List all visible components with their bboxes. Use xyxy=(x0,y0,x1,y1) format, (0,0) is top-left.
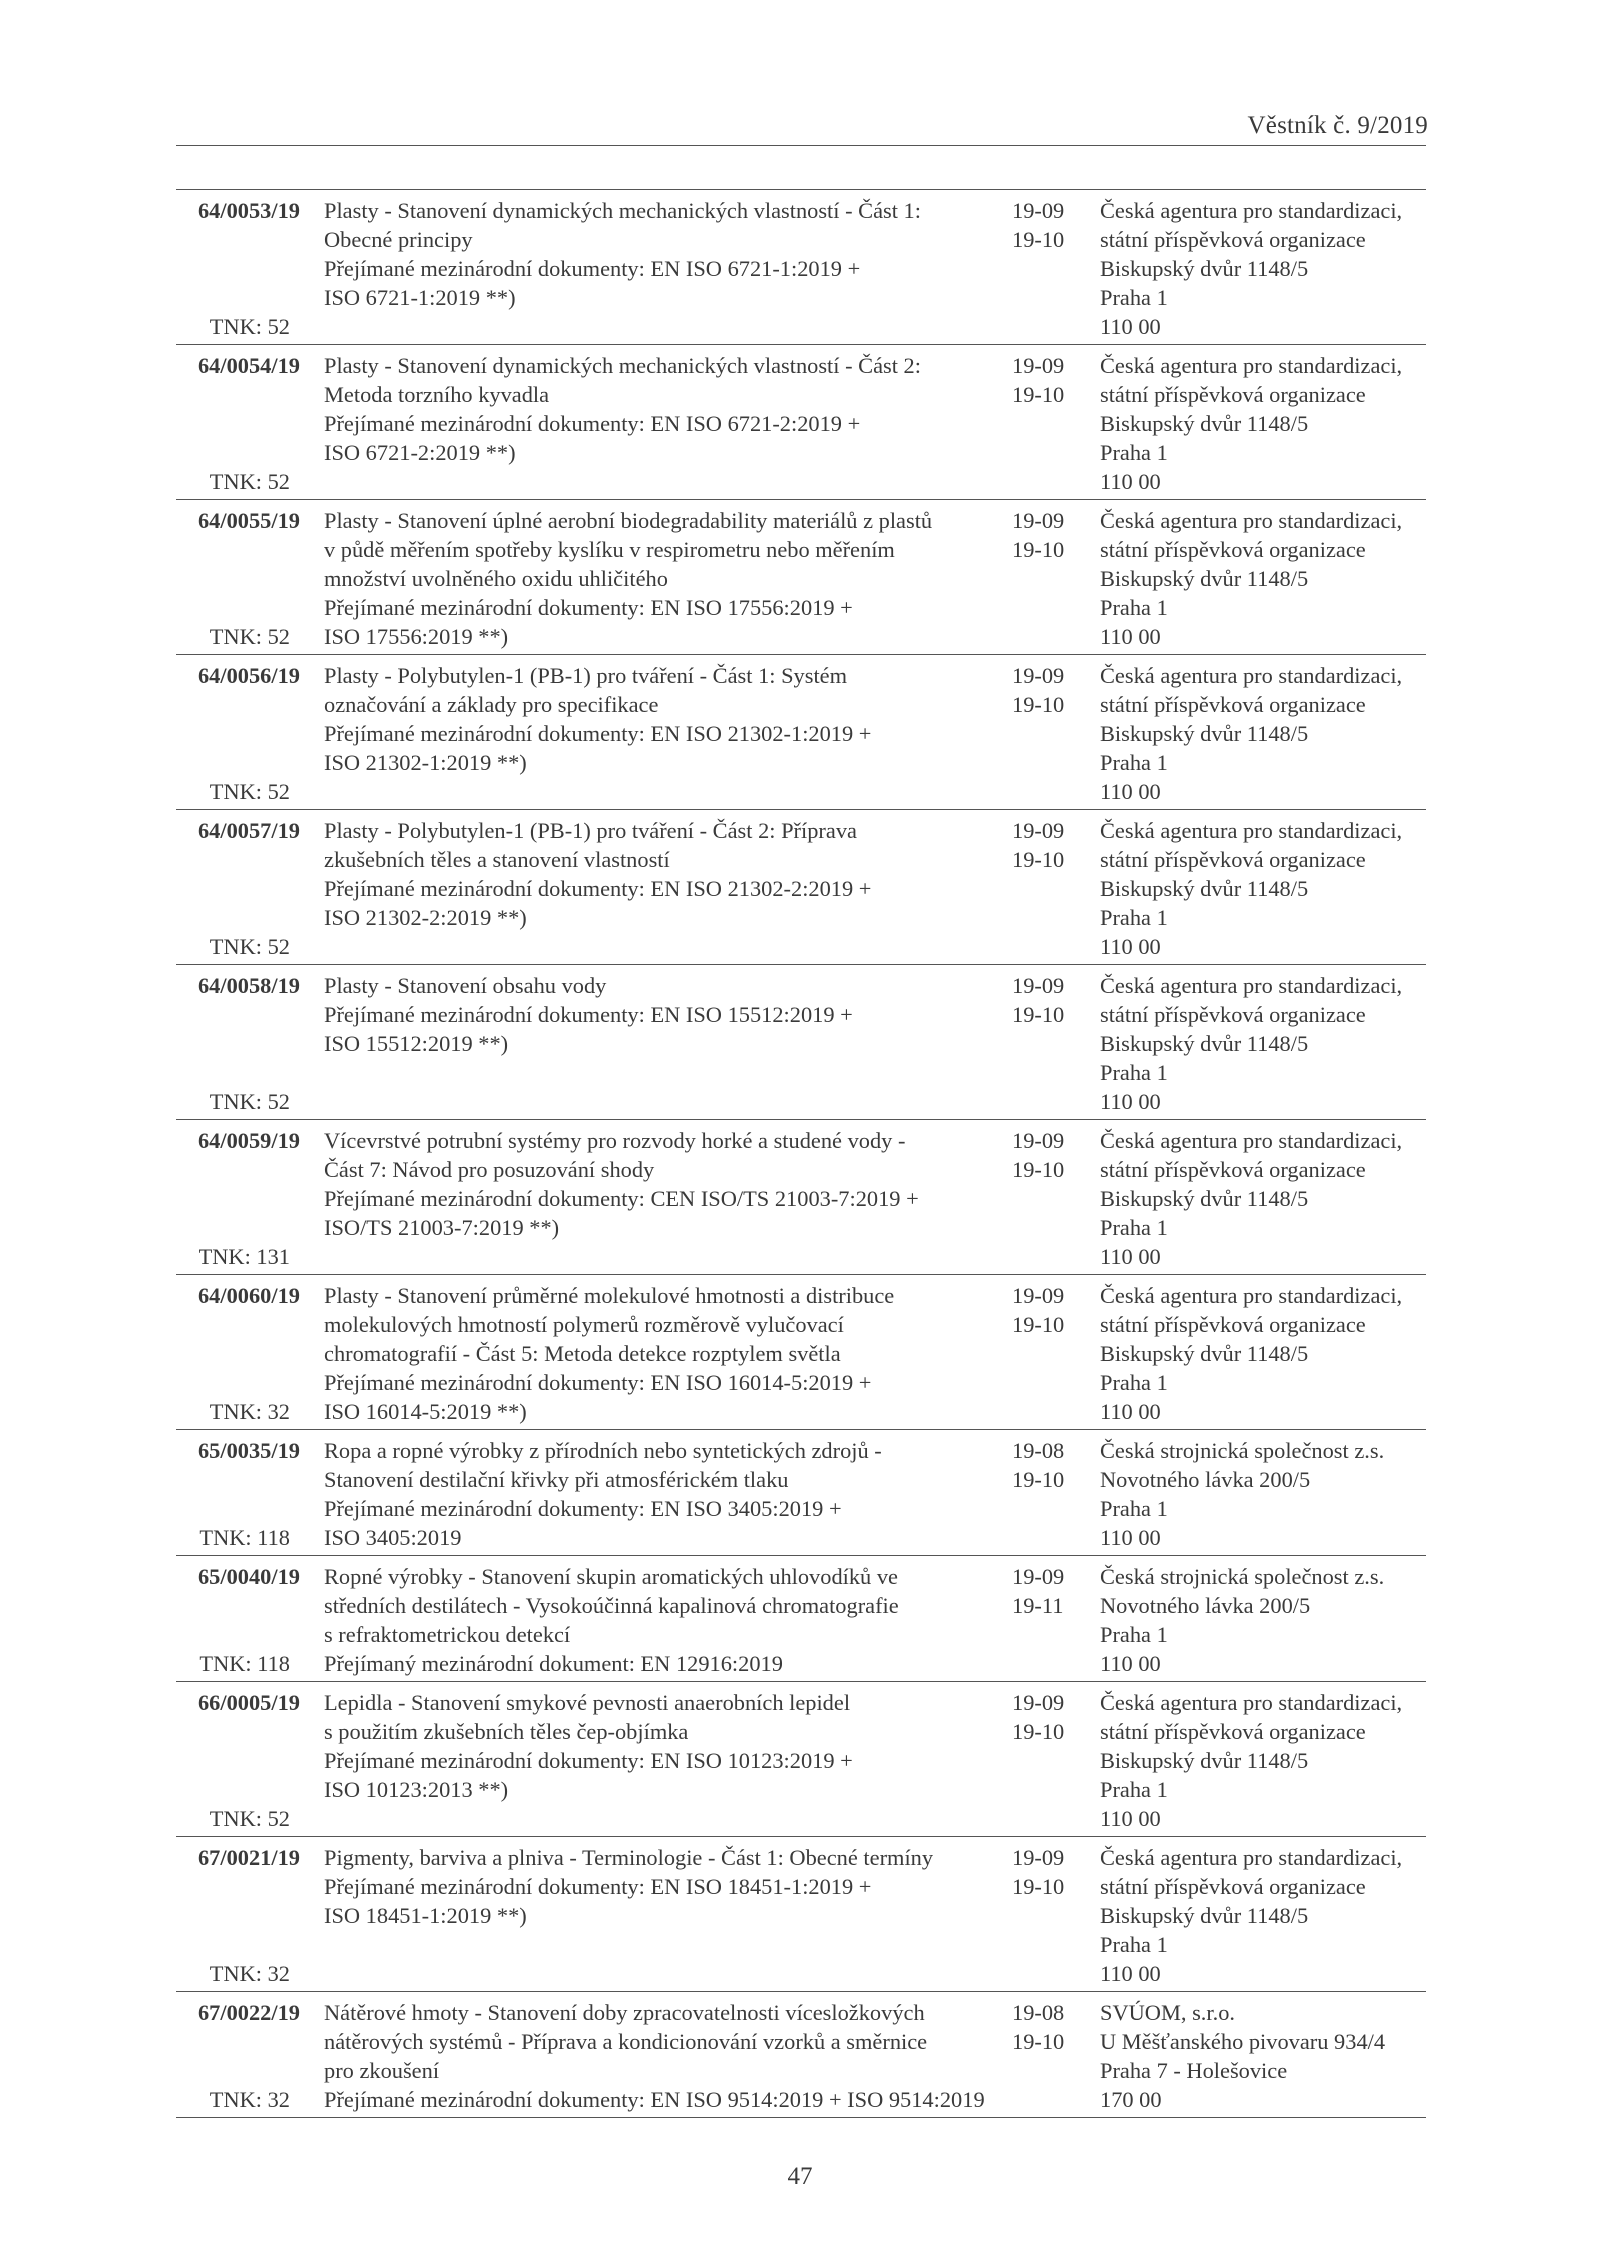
entry-title-line: Přejímané mezinárodní dokumenty: EN ISO 21302-1:2019 + xyxy=(324,721,872,746)
entry-dates xyxy=(1012,1843,1082,1901)
entry-organization xyxy=(1100,1998,1430,2114)
entry-organization xyxy=(1100,1281,1430,1426)
entry-organization-line: Praha 1 xyxy=(1100,1777,1168,1802)
entry-code: 64/0053/19 xyxy=(197,198,300,223)
entry-organization-line: Česká agentura pro standardizaci, xyxy=(1100,1845,1403,1870)
entry-code: 64/0056/19 xyxy=(197,663,300,688)
entry-title-line: středních destilátech - Vysokoúčinná kapalinová chromatografie xyxy=(324,1593,899,1618)
entry-title-line: nátěrových systémů - Příprava a kondicionování vzorků a směrnice xyxy=(324,2029,928,2054)
entry-organization-line: Praha 1 xyxy=(1100,440,1168,465)
entry-title-line: ISO 18451-1:2019 **) xyxy=(324,1903,527,1928)
entry-date: 19-10 xyxy=(1012,1874,1065,1899)
standard-entry xyxy=(176,345,1426,500)
entry-organization-line: Česká strojnická společnost z.s. xyxy=(1100,1438,1385,1463)
entry-title-line: Plasty - Stanovení úplné aerobní biodegradability materiálů z plastů xyxy=(324,508,933,533)
entry-title-line: Plasty - Stanovení průměrné molekulové hmotnosti a distribuce xyxy=(324,1283,895,1308)
entry-organization-line: státní příspěvková organizace xyxy=(1100,1002,1366,1027)
entry-tnk: TNK: 32 xyxy=(209,2087,290,2112)
entry-organization-line: Praha 1 xyxy=(1100,905,1168,930)
entry-date: 19-10 xyxy=(1012,692,1065,717)
entry-organization-line: Praha 1 xyxy=(1100,1370,1168,1395)
entry-dates xyxy=(1012,971,1082,1029)
entry-organization xyxy=(1100,1126,1430,1271)
entry-code: 65/0035/19 xyxy=(197,1438,300,1463)
entry-date: 19-09 xyxy=(1012,1564,1065,1589)
entry-tnk: TNK: 52 xyxy=(209,779,290,804)
entry-code: 64/0055/19 xyxy=(197,508,300,533)
entry-title-line: Přejímané mezinárodní dokumenty: EN ISO 9514:2019 + ISO 9514:2019 xyxy=(324,2087,985,2112)
entry-title-line: ISO 21302-1:2019 **) xyxy=(324,750,527,775)
entry-title-line: Přejímané mezinárodní dokumenty: EN ISO 18451-1:2019 + xyxy=(324,1874,872,1899)
entry-code: 67/0022/19 xyxy=(197,2000,300,2025)
entry-title-line: Část 7: Návod pro posuzování shody xyxy=(324,1157,655,1182)
entry-organization-line: Praha 1 xyxy=(1100,1215,1168,1240)
entry-title-line: ISO 16014-5:2019 **) xyxy=(324,1399,527,1424)
header-divider xyxy=(176,145,1426,146)
entry-organization-line: 110 00 xyxy=(1100,1651,1161,1676)
entry-organization-line: 110 00 xyxy=(1100,1525,1161,1550)
entry-organization xyxy=(1100,1688,1430,1833)
entry-title-line: Plasty - Polybutylen-1 (PB-1) pro tváření - Část 2: Příprava xyxy=(324,818,857,843)
entry-dates xyxy=(1012,1562,1082,1620)
entry-date: 19-08 xyxy=(1012,2000,1065,2025)
entry-dates xyxy=(1012,351,1082,409)
entry-title-line: Přejímané mezinárodní dokumenty: EN ISO 3405:2019 + xyxy=(324,1496,842,1521)
entry-title-line: Ropa a ropné výrobky z přírodních nebo syntetických zdrojů - xyxy=(324,1438,882,1463)
entry-organization-line: státní příspěvková organizace xyxy=(1100,1874,1366,1899)
entry-dates xyxy=(1012,1998,1082,2056)
entry-tnk: TNK: 52 xyxy=(209,1089,290,1114)
entry-title-line: Plasty - Stanovení dynamických mechanických vlastností - Část 1: xyxy=(324,198,921,223)
entry-title-line: zkušebních těles a stanovení vlastností xyxy=(324,847,670,872)
entry-organization-line: státní příspěvková organizace xyxy=(1100,382,1366,407)
entry-organization-line: Česká agentura pro standardizaci, xyxy=(1100,353,1403,378)
standards-list xyxy=(176,189,1426,2118)
entry-dates xyxy=(1012,1126,1082,1184)
entry-organization-line: Biskupský dvůr 1148/5 xyxy=(1100,876,1309,901)
entry-organization-line: Česká agentura pro standardizaci, xyxy=(1100,663,1403,688)
standard-entry xyxy=(176,810,1426,965)
entry-title-line: ISO 10123:2013 **) xyxy=(324,1777,509,1802)
entry-organization-line: 110 00 xyxy=(1100,624,1161,649)
entry-title-line: Přejímané mezinárodní dokumenty: EN ISO 21302-2:2019 + xyxy=(324,876,872,901)
entry-code: 65/0040/19 xyxy=(197,1564,300,1589)
entry-organization xyxy=(1100,816,1430,961)
entry-organization-line: Biskupský dvůr 1148/5 xyxy=(1100,1748,1309,1773)
entry-tnk: TNK: 52 xyxy=(209,934,290,959)
entry-title-line: ISO 6721-2:2019 **) xyxy=(324,440,516,465)
entry-tnk: TNK: 52 xyxy=(209,1806,290,1831)
entry-tnk: TNK: 52 xyxy=(209,314,290,339)
entry-date: 19-10 xyxy=(1012,382,1065,407)
entry-title-line: Ropné výrobky - Stanovení skupin aromatických uhlovodíků ve xyxy=(324,1564,898,1589)
entry-dates xyxy=(1012,661,1082,719)
entry-title-line: Vícevrstvé potrubní systémy pro rozvody horké a studené vody - xyxy=(324,1128,906,1153)
entry-title-line: Metoda torzního kyvadla xyxy=(324,382,550,407)
entry-organization-line: Praha 1 xyxy=(1100,1622,1168,1647)
entry-organization-line: Novotného lávka 200/5 xyxy=(1100,1467,1311,1492)
entry-title-line: ISO 6721-1:2019 **) xyxy=(324,285,516,310)
standard-entry xyxy=(176,190,1426,345)
entry-title-line: molekulových hmotností polymerů rozměrově vylučovací xyxy=(324,1312,844,1337)
entry-tnk: TNK: 52 xyxy=(209,624,290,649)
entry-tnk: TNK: 32 xyxy=(209,1961,290,1986)
entry-title-line: pro zkoušení xyxy=(324,2058,440,2083)
entry-title-line: označování a základy pro specifikace xyxy=(324,692,659,717)
standard-entry xyxy=(176,1992,1426,2118)
entry-code: 64/0057/19 xyxy=(197,818,300,843)
entry-date: 19-09 xyxy=(1012,818,1065,843)
entry-title-line: Nátěrové hmoty - Stanovení doby zpracovatelnosti vícesložkových xyxy=(324,2000,925,2025)
entry-organization-line: Novotného lávka 200/5 xyxy=(1100,1593,1311,1618)
entry-code: 66/0005/19 xyxy=(197,1690,300,1715)
entry-title-line: Přejímaný mezinárodní dokument: EN 12916:2019 xyxy=(324,1651,783,1676)
bulletin-title: Věstník č. 9/2019 xyxy=(1247,112,1428,139)
entry-organization-line: Praha 1 xyxy=(1100,750,1168,775)
entry-organization-line: 110 00 xyxy=(1100,469,1161,494)
entry-date: 19-09 xyxy=(1012,508,1065,533)
entry-title-line: množství uvolněného oxidu uhličitého xyxy=(324,566,668,591)
entry-date: 19-10 xyxy=(1012,1719,1065,1744)
entry-organization-line: 110 00 xyxy=(1100,1961,1161,1986)
entry-organization-line: Praha 7 - Holešovice xyxy=(1100,2058,1288,2083)
entry-organization-line: státní příspěvková organizace xyxy=(1100,1719,1366,1744)
entry-organization-line: státní příspěvková organizace xyxy=(1100,1157,1366,1182)
standard-entry xyxy=(176,1120,1426,1275)
entry-date: 19-10 xyxy=(1012,1002,1065,1027)
entry-date: 19-10 xyxy=(1012,2029,1065,2054)
entry-title-line: Stanovení destilační křivky při atmosférickém tlaku xyxy=(324,1467,789,1492)
entry-organization-line: Praha 1 xyxy=(1100,1496,1168,1521)
entry-organization xyxy=(1100,971,1430,1116)
entry-title-line: Přejímané mezinárodní dokumenty: EN ISO 17556:2019 + xyxy=(324,595,853,620)
entry-title-line: v půdě měřením spotřeby kyslíku v respirometru nebo měřením xyxy=(324,537,895,562)
entry-organization-line: 110 00 xyxy=(1100,1399,1161,1424)
entry-date: 19-09 xyxy=(1012,353,1065,378)
entry-organization-line: 110 00 xyxy=(1100,314,1161,339)
entry-title-line: Obecné principy xyxy=(324,227,473,252)
entry-code: 64/0058/19 xyxy=(197,973,300,998)
entry-organization xyxy=(1100,1436,1430,1552)
entry-organization-line: 110 00 xyxy=(1100,1244,1161,1269)
entry-organization-line: Biskupský dvůr 1148/5 xyxy=(1100,566,1309,591)
entry-organization-line: Biskupský dvůr 1148/5 xyxy=(1100,721,1309,746)
entry-code: 64/0054/19 xyxy=(197,353,300,378)
entry-organization-line: Praha 1 xyxy=(1100,1932,1168,1957)
entry-title-line: ISO 15512:2019 **) xyxy=(324,1031,509,1056)
standard-entry xyxy=(176,1430,1426,1556)
entry-title-line: Plasty - Polybutylen-1 (PB-1) pro tváření - Část 1: Systém xyxy=(324,663,848,688)
entry-organization xyxy=(1100,1843,1430,1988)
entry-organization-line: Česká agentura pro standardizaci, xyxy=(1100,818,1403,843)
entry-title-line: Přejímané mezinárodní dokumenty: EN ISO 6721-2:2019 + xyxy=(324,411,861,436)
entry-organization-line: Praha 1 xyxy=(1100,285,1168,310)
entry-organization-line: Česká strojnická společnost z.s. xyxy=(1100,1564,1385,1589)
entry-title-line: ISO 3405:2019 xyxy=(324,1525,462,1550)
entry-title-line: ISO 17556:2019 **) xyxy=(324,624,509,649)
entry-organization-line: Biskupský dvůr 1148/5 xyxy=(1100,1341,1309,1366)
entry-date: 19-10 xyxy=(1012,1157,1065,1182)
entry-title-line: Lepidla - Stanovení smykové pevnosti anaerobních lepidel xyxy=(324,1690,851,1715)
entry-title-line: ISO/TS 21003-7:2019 **) xyxy=(324,1215,560,1240)
entry-organization xyxy=(1100,506,1430,651)
entry-organization-line: 110 00 xyxy=(1100,1806,1161,1831)
entry-organization-line: státní příspěvková organizace xyxy=(1100,537,1366,562)
entry-date: 19-10 xyxy=(1012,227,1065,252)
entry-organization-line: státní příspěvková organizace xyxy=(1100,692,1366,717)
entry-date: 19-09 xyxy=(1012,1845,1065,1870)
entry-organization-line: 110 00 xyxy=(1100,934,1161,959)
entry-organization-line: Česká agentura pro standardizaci, xyxy=(1100,1283,1403,1308)
entry-organization-line: Biskupský dvůr 1148/5 xyxy=(1100,1031,1309,1056)
entry-tnk: TNK: 118 xyxy=(199,1651,290,1676)
entry-organization-line: státní příspěvková organizace xyxy=(1100,1312,1366,1337)
standard-entry xyxy=(176,655,1426,810)
entry-date: 19-09 xyxy=(1012,1690,1065,1715)
entry-dates xyxy=(1012,1281,1082,1339)
entry-title-line: Plasty - Stanovení obsahu vody xyxy=(324,973,607,998)
entry-tnk: TNK: 131 xyxy=(198,1244,290,1269)
entry-date: 19-09 xyxy=(1012,1128,1065,1153)
entry-dates xyxy=(1012,506,1082,564)
entry-code: 67/0021/19 xyxy=(197,1845,300,1870)
entry-organization-line: státní příspěvková organizace xyxy=(1100,847,1366,872)
entry-tnk: TNK: 118 xyxy=(199,1525,290,1550)
standard-entry xyxy=(176,1556,1426,1682)
entry-date: 19-10 xyxy=(1012,1312,1065,1337)
entry-organization xyxy=(1100,196,1430,341)
standard-entry xyxy=(176,500,1426,655)
entry-date: 19-09 xyxy=(1012,1283,1065,1308)
entry-organization-line: státní příspěvková organizace xyxy=(1100,227,1366,252)
entry-date: 19-11 xyxy=(1012,1593,1064,1618)
entry-date: 19-10 xyxy=(1012,1467,1065,1492)
entry-organization-line: Česká agentura pro standardizaci, xyxy=(1100,198,1403,223)
entry-organization xyxy=(1100,661,1430,806)
entry-code: 64/0059/19 xyxy=(197,1128,300,1153)
entry-organization-line: Biskupský dvůr 1148/5 xyxy=(1100,1903,1309,1928)
entry-organization-line: SVÚOM, s.r.o. xyxy=(1100,2000,1235,2025)
entry-organization-line: Česká agentura pro standardizaci, xyxy=(1100,1128,1403,1153)
entry-dates xyxy=(1012,1436,1082,1494)
entry-title-line: Pigmenty, barviva a plniva - Terminologie - Část 1: Obecné termíny xyxy=(324,1845,934,1870)
entry-organization-line: Biskupský dvůr 1148/5 xyxy=(1100,411,1309,436)
entry-organization xyxy=(1100,351,1430,496)
entry-date: 19-08 xyxy=(1012,1438,1065,1463)
standard-entry xyxy=(176,1682,1426,1837)
page-number: 47 xyxy=(787,2163,813,2190)
entry-date: 19-09 xyxy=(1012,198,1065,223)
entry-tnk: TNK: 32 xyxy=(209,1399,290,1424)
entry-organization-line: Česká agentura pro standardizaci, xyxy=(1100,973,1403,998)
entry-title-line: Plasty - Stanovení dynamických mechanických vlastností - Část 2: xyxy=(324,353,921,378)
entry-title-line: ISO 21302-2:2019 **) xyxy=(324,905,527,930)
entry-organization-line: Praha 1 xyxy=(1100,595,1168,620)
standard-entry xyxy=(176,965,1426,1120)
entry-date: 19-09 xyxy=(1012,973,1065,998)
entry-organization-line: U Měšťanského pivovaru 934/4 xyxy=(1100,2029,1386,2054)
standard-entry xyxy=(176,1275,1426,1430)
entry-date: 19-09 xyxy=(1012,663,1065,688)
entry-title-line: Přejímané mezinárodní dokumenty: EN ISO 6721-1:2019 + xyxy=(324,256,861,281)
entry-dates xyxy=(1012,196,1082,254)
entry-title-line: chromatografií - Část 5: Metoda detekce rozptylem světla xyxy=(324,1341,841,1366)
entry-title-line: Přejímané mezinárodní dokumenty: EN ISO 16014-5:2019 + xyxy=(324,1370,872,1395)
standard-entry xyxy=(176,1837,1426,1992)
entry-organization-line: Česká agentura pro standardizaci, xyxy=(1100,508,1403,533)
entry-dates xyxy=(1012,816,1082,874)
entry-date: 19-10 xyxy=(1012,847,1065,872)
entry-date: 19-10 xyxy=(1012,537,1065,562)
entry-organization-line: Praha 1 xyxy=(1100,1060,1168,1085)
entry-title-line: s refraktometrickou detekcí xyxy=(324,1622,571,1647)
entry-organization-line: Biskupský dvůr 1148/5 xyxy=(1100,1186,1309,1211)
entry-dates xyxy=(1012,1688,1082,1746)
entry-organization-line: 110 00 xyxy=(1100,779,1161,804)
entry-organization-line: Biskupský dvůr 1148/5 xyxy=(1100,256,1309,281)
entry-organization-line: Česká agentura pro standardizaci, xyxy=(1100,1690,1403,1715)
entry-title-line: s použitím zkušebních těles čep-objímka xyxy=(324,1719,689,1744)
entry-title-line: Přejímané mezinárodní dokumenty: CEN ISO/TS 21003-7:2019 + xyxy=(324,1186,919,1211)
entry-title-line: Přejímané mezinárodní dokumenty: EN ISO 10123:2019 + xyxy=(324,1748,853,1773)
entry-code: 64/0060/19 xyxy=(197,1283,300,1308)
entry-organization xyxy=(1100,1562,1430,1678)
entry-title-line: Přejímané mezinárodní dokumenty: EN ISO 15512:2019 + xyxy=(324,1002,853,1027)
entry-organization-line: 110 00 xyxy=(1100,1089,1161,1114)
entry-tnk: TNK: 52 xyxy=(209,469,290,494)
entry-organization-line: 170 00 xyxy=(1100,2087,1162,2112)
